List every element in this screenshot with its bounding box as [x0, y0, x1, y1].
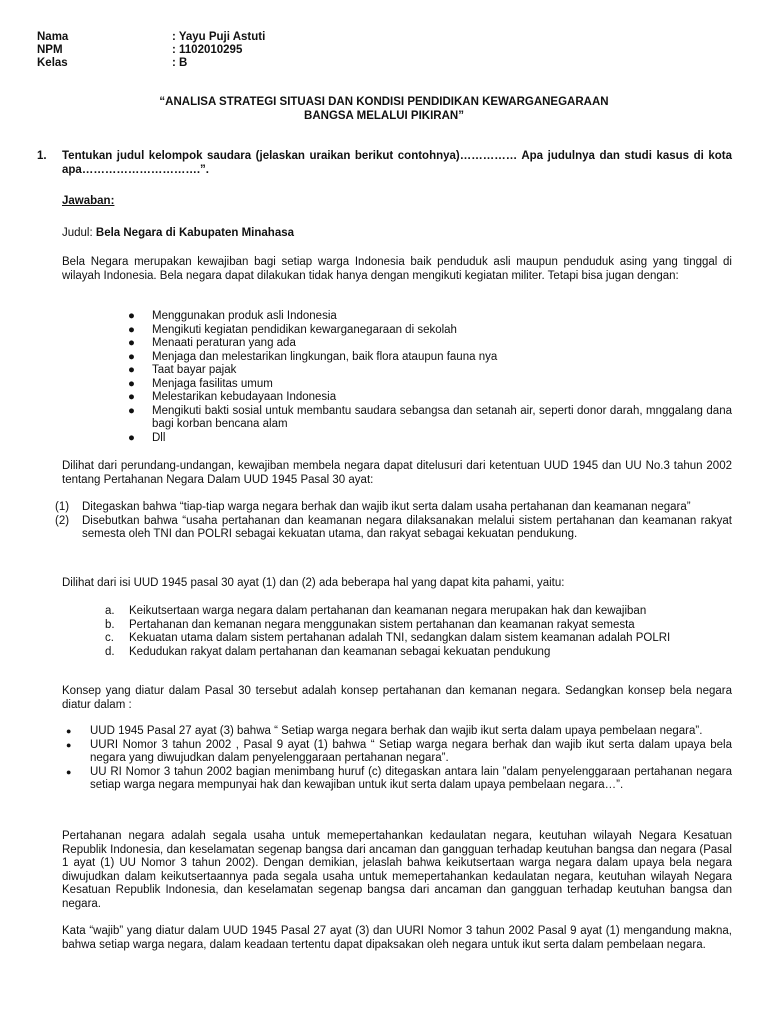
bullet-icon: ● — [128, 377, 135, 390]
way-item — [128, 351, 732, 365]
ayat-number: (1) — [55, 501, 70, 513]
pertahanan-paragraph: Pertahanan negara adalah segala usaha untuk memepertahankan kedaulatan negara, keutuhan wilayah Negara Kesatuan Republik Indonesia, dan keselamatan segenap bangsa dari ancaman dan gangguan terhadap keutuhan bangsa dan negara (Pasal 1 ayat (1) UU Nomor 3 tahun 2002). Dengan demikian, jelaslah bahwa keikutsertaan warga negara dalam upaya bela negara diwujudkan dalam keikutsertaannya pada segala usaha untuk memepertahankan kedaulatan negara, keutuhan wilayah Negara Kesatuan Republik Indonesia, dan keselamatan segenap bangsa dari ancaman dan gangguan terhadap keutuhan bangsa dan negara. — [62, 830, 732, 910]
way-item-text: Taat bayar pajak — [152, 364, 237, 376]
way-item-text: Menjaga dan melestarikan lingkungan, baik flora ataupun fauna nya — [152, 350, 498, 363]
regulation-text: UUD 1945 Pasal 27 ayat (3) bahwa “ Setiap warga negara berhak dan wajib ikut serta dalam upaya pembelaan negara”. — [90, 725, 703, 737]
regulation-item — [66, 725, 732, 739]
point-text: Pertahanan dan kemanan negara menggunakan sistem pertahanan dan keamanan rakyat semesta — [129, 618, 635, 631]
way-item — [128, 364, 732, 378]
point-letter: b. — [105, 618, 115, 631]
intro-paragraph: Bela Negara merupakan kewajiban bagi setiap warga Indonesia baik penduduk asli maupun penduduk asing yang tinggal di wilayah Indonesia. Bela negara dapat dilakukan tidak hanya dengan mengikuti kegiatan militer. Tetapi bisa jugan dengan: — [62, 256, 732, 282]
bullet-icon: ● — [128, 391, 135, 403]
header-npm-row — [37, 44, 242, 57]
way-item-text: Menaati peraturan yang ada — [152, 337, 296, 349]
header-kelas-row — [37, 57, 187, 70]
points-list — [105, 605, 732, 659]
bullet-icon: ● — [66, 766, 72, 777]
judul-line — [62, 227, 732, 241]
point-item — [105, 605, 732, 619]
bullet-icon: ● — [128, 350, 135, 363]
answer-label: Jawaban: — [62, 195, 115, 207]
point-item — [105, 646, 732, 660]
point-letter: c. — [105, 632, 114, 644]
bullet-icon: ● — [128, 364, 135, 376]
kelas-label: Kelas — [37, 57, 68, 69]
way-item — [128, 378, 732, 392]
way-item-text: Mengikuti kegiatan pendidikan kewarganegaraan di sekolah — [152, 323, 457, 336]
way-item — [128, 324, 732, 338]
regulation-item — [66, 739, 732, 766]
point-letter: d. — [105, 645, 115, 658]
regulation-text: UU RI Nomor 3 tahun 2002 bagian menimbang huruf (c) ditegaskan antara lain ”dalam penyelenggaraan pertahanan negara setiap warga negara mempunyai hak dan kewajiban untuk ikut serta dalam upaya pembelaan negara…”. — [90, 765, 732, 791]
ayat-item — [55, 501, 732, 515]
ways-list — [128, 310, 732, 445]
ayat-list — [55, 501, 732, 542]
kelas-value: : B — [172, 57, 188, 69]
wajib-paragraph: Kata “wajib” yang diatur dalam UUD 1945 Pasal 27 ayat (3) dan UURI Nomor 3 tahun 2002 Pasal 9 ayat (1) mengandung makna, bahwa setiap warga negara, dalam keadaan tertentu dapat dipaksakan oleh negara untuk ikut serta dalam pembelaan negara. — [62, 925, 732, 951]
npm-label: NPM — [37, 44, 63, 56]
bullet-icon: ● — [66, 726, 72, 736]
way-item — [128, 310, 732, 324]
bullet-icon: ● — [128, 337, 135, 349]
point-item — [105, 632, 732, 646]
point-text: Kekuatan utama dalam sistem pertahanan adalah TNI, sedangkan dalam sistem keamanan adalah POLRI — [129, 632, 671, 644]
way-item — [128, 405, 732, 432]
way-item — [128, 391, 732, 405]
question-text: Tentukan judul kelompok saudara (jelaskan uraikan berikut contohnya)…………… Apa judulnya dan studi kasus di kota apa………………………….”. — [62, 150, 732, 176]
point-text: Kedudukan rakyat dalam pertahanan dan keamanan sebagai kekuatan pendukung — [129, 645, 551, 658]
way-item — [128, 432, 732, 446]
way-item — [128, 337, 732, 351]
way-item-text: Menjaga fasilitas umum — [152, 377, 273, 390]
bullet-icon: ● — [66, 739, 72, 750]
bullet-icon: ● — [128, 404, 135, 417]
ayat-text: Disebutkan bahwa “usaha pertahanan dan keamanan negara dilaksanakan melalui sistem pertahanan dan keamanan rakyat semesta oleh TNI dan POLRI sebagai kekuatan utama, dan rakyat sebagai kekuatan pendukung. — [82, 514, 732, 540]
way-item-text: Melestarikan kebudayaan Indonesia — [152, 391, 337, 403]
document-title — [60, 95, 708, 123]
way-item-text: Dll — [152, 431, 166, 444]
question-number: 1. — [37, 150, 47, 162]
name-label: Nama — [37, 31, 69, 43]
point-item — [105, 619, 732, 633]
pahami-paragraph: Dilihat dari isi UUD 1945 pasal 30 ayat (1) dan (2) ada beberapa hal yang dapat kita pahami, yaitu: — [62, 577, 565, 589]
regulation-text: UURI Nomor 3 tahun 2002 , Pasal 9 ayat (1) bahwa “ Setiap warga negara berhak dan wajib ikut serta dalam upaya bela negara yang diwujudkan dalam penyelenggaraan pertahanan negara”. — [90, 738, 732, 764]
bullet-icon: ● — [128, 323, 135, 336]
regulations-list — [66, 725, 732, 793]
npm-value: : 1102010295 — [172, 44, 243, 56]
konsep-paragraph: Konsep yang diatur dalam Pasal 30 tersebut adalah konsep pertahanan dan kemanan negara. Sedangkan konsep bela negara diatur dalam : — [62, 685, 732, 711]
point-letter: a. — [105, 605, 115, 617]
bullet-icon: ● — [128, 431, 135, 444]
judul-value: Bela Negara di Kabupaten Minahasa — [95, 227, 295, 239]
ayat-item — [55, 515, 732, 542]
ayat-text: Ditegaskan bahwa “tiap-tiap warga negara berhak dan wajib ikut serta dalam usaha pertahanan dan keamanan negara” — [82, 501, 691, 513]
title-line-2: BANGSA MELALUI PIKIRAN” — [304, 110, 464, 122]
bullet-icon: ● — [128, 310, 135, 322]
law-intro-paragraph: Dilihat dari perundang-undangan, kewajiban membela negara dapat ditelusuri dari ketentuan UUD 1945 dan UU No.3 tahun 2002 tentang Pertahanan Negara Dalam UUD 1945 Pasal 30 ayat: — [62, 460, 732, 486]
way-item-text: Menggunakan produk asli Indonesia — [152, 310, 337, 322]
point-text: Keikutsertaan warga negara dalam pertahanan dan keamanan negara merupakan hak dan kewajiban — [129, 605, 647, 617]
judul-prefix: Judul: — [62, 227, 96, 239]
header-name-row — [37, 31, 265, 44]
ayat-number: (2) — [55, 514, 70, 527]
way-item-text: Mengikuti bakti sosial untuk membantu saudara sebangsa dan setanah air, seperti donor darah, mnggalang dana bagi korban bencana alam — [152, 404, 732, 430]
regulation-item — [66, 766, 732, 793]
title-line-1: “ANALISA STRATEGI SITUASI DAN KONDISI PENDIDIKAN KEWARGANEGARAAN — [159, 96, 609, 108]
name-value: : Yayu Puji Astuti — [172, 31, 266, 43]
